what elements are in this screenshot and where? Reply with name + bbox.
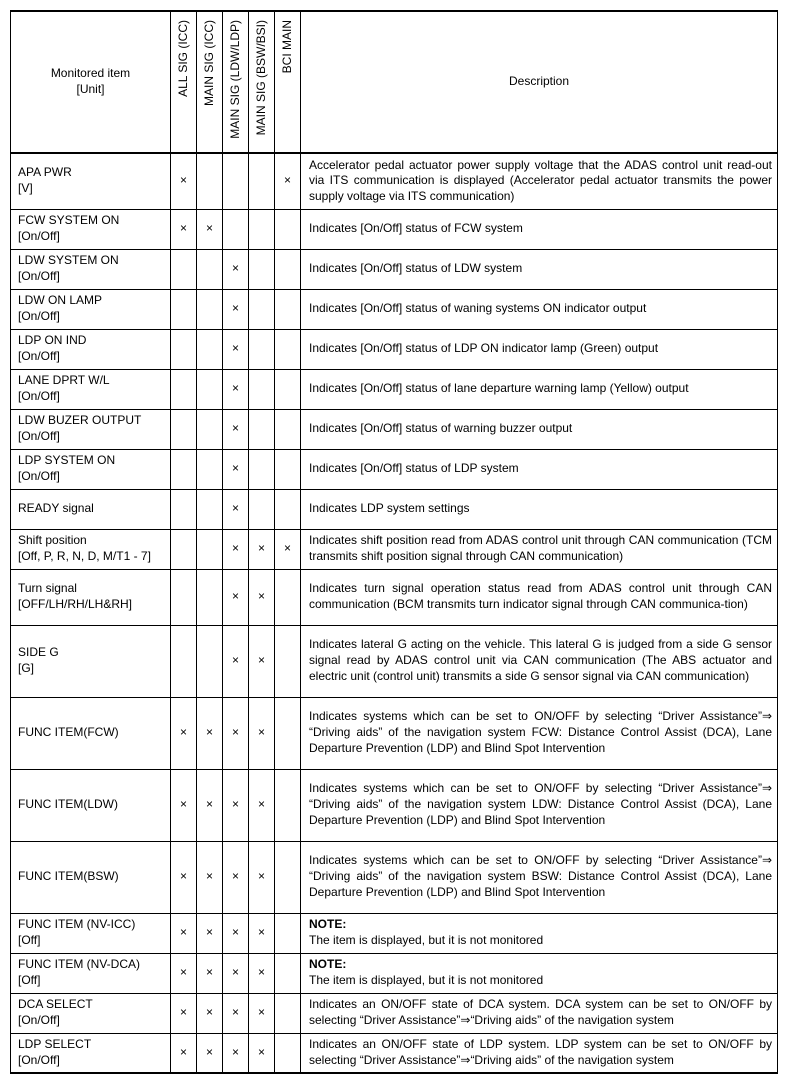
note-label: NOTE:: [309, 917, 347, 932]
signal-mark-cell: [197, 489, 223, 529]
signal-mark-cell: [249, 409, 275, 449]
table-row: [11, 209, 778, 249]
cross-mark: ×: [179, 925, 187, 940]
signal-mark-cell: [171, 913, 197, 953]
cross-mark: ×: [205, 797, 213, 812]
signal-mark-cell: [197, 913, 223, 953]
table-row: [11, 569, 778, 625]
signal-mark-cell: [171, 569, 197, 625]
cross-mark: ×: [179, 965, 187, 980]
table-row: [11, 289, 778, 329]
signal-mark-cell: [275, 953, 301, 993]
table-row: [11, 697, 778, 769]
item-unit: [On/Off]: [18, 1052, 60, 1067]
description-text: Accelerator pedal actuator power supply voltage that the ADAS control unit read-out via ITS communication is displayed (Accelerator pedal actuator transmits the power supply voltage via ITS communication): [309, 157, 772, 204]
signal-mark-cell: [249, 209, 275, 249]
cross-mark: ×: [231, 381, 239, 396]
cross-mark: ×: [283, 173, 291, 188]
item-unit: [Off, P, R, N, D, M/T1 - 7]: [18, 549, 151, 563]
signal-mark-cell: [223, 913, 249, 953]
signal-mark-cell: [223, 1033, 249, 1073]
item-name: LDW ON LAMP: [18, 293, 103, 308]
item-unit: [On/Off]: [18, 229, 60, 243]
description-cell: [301, 953, 778, 993]
description-text: Indicates lateral G acting on the vehicle. This lateral G is judged from a side G sensor signal read by ADAS control unit via CAN communication (The ABS actuator and electric unit (control unit) transmits a side G sensor signal via CAN communication): [309, 637, 772, 683]
monitored-item-cell: [11, 489, 171, 529]
cross-mark: ×: [205, 725, 213, 740]
signal-mark-cell: [223, 249, 249, 289]
signal-mark-cell: [275, 529, 301, 569]
description-cell: [301, 569, 778, 625]
description-text: Indicates an ON/OFF state of DCA system. DCA system can be set to ON/OFF by selecting “Driver Assistance”⇒“Driving aids” of the navigation system: [309, 997, 772, 1027]
description-cell: [301, 209, 778, 249]
item-unit: [On/Off]: [18, 349, 60, 363]
cross-mark: ×: [179, 173, 187, 188]
signal-header-main-sig-ldw-ldp: MAIN SIG (LDW/LDP): [223, 11, 249, 153]
description-text: Indicates turn signal operation status read from ADAS control unit through CAN communication (BCM transmits turn indicator signal through CAN communica-tion): [309, 581, 772, 611]
description-cell: [301, 625, 778, 697]
signal-mark-cell: [223, 841, 249, 913]
signal-mark-cell: [249, 1033, 275, 1073]
monitored-item-cell: [11, 841, 171, 913]
signal-mark-cell: [171, 153, 197, 209]
description-text: Indicates [On/Off] status of FCW system: [309, 221, 523, 236]
signal-mark-cell: [197, 841, 223, 913]
signal-mark-cell: [275, 569, 301, 625]
cross-mark: ×: [179, 221, 187, 236]
item-name: FUNC ITEM (NV-ICC): [18, 917, 136, 932]
item-unit: [On/Off]: [18, 1013, 60, 1027]
signal-mark-cell: [223, 153, 249, 209]
monitored-item-cell: [11, 1033, 171, 1073]
description-text: Indicates [On/Off] status of LDW system: [309, 261, 523, 276]
item-name: LDW SYSTEM ON: [18, 253, 119, 268]
table-row: [11, 249, 778, 289]
signal-mark-cell: [171, 489, 197, 529]
monitored-item-header-label: Monitored item: [50, 66, 131, 81]
cross-mark: ×: [179, 1044, 187, 1059]
signal-mark-cell: [171, 625, 197, 697]
description-text: Indicates [On/Off] status of warning buzzer output: [309, 421, 573, 436]
signal-mark-cell: [249, 625, 275, 697]
monitored-item-cell: [11, 529, 171, 569]
signal-mark-cell: [275, 409, 301, 449]
signal-header-bci-main: BCI MAIN: [275, 11, 301, 153]
description-cell: [301, 369, 778, 409]
cross-mark: ×: [257, 1005, 265, 1020]
signal-mark-cell: [197, 449, 223, 489]
table-row: [11, 153, 778, 209]
signal-mark-cell: [275, 697, 301, 769]
signal-mark-cell: [197, 329, 223, 369]
cross-mark: ×: [231, 725, 239, 740]
description-cell: [301, 329, 778, 369]
description-cell: [301, 249, 778, 289]
description-cell: [301, 841, 778, 913]
item-name: READY signal: [18, 501, 94, 516]
item-name: Turn signal: [18, 581, 77, 596]
cross-mark: ×: [231, 261, 239, 276]
cross-mark: ×: [231, 925, 239, 940]
item-name: FUNC ITEM (NV-DCA): [18, 957, 140, 972]
signal-mark-cell: [249, 953, 275, 993]
signal-mark-cell: [249, 329, 275, 369]
signal-mark-cell: [275, 913, 301, 953]
signal-mark-cell: [197, 409, 223, 449]
signal-mark-cell: [171, 529, 197, 569]
cross-mark: ×: [179, 725, 187, 740]
monitored-item-cell: [11, 697, 171, 769]
signal-mark-cell: [249, 489, 275, 529]
cross-mark: ×: [179, 1005, 187, 1020]
description-text: Indicates [On/Off] status of lane departure warning lamp (Yellow) output: [309, 381, 689, 396]
cross-mark: ×: [205, 869, 213, 884]
cross-mark: ×: [231, 797, 239, 812]
table-row: [11, 1033, 778, 1073]
cross-mark: ×: [205, 925, 213, 940]
signal-mark-cell: [223, 289, 249, 329]
description-cell: [301, 289, 778, 329]
signal-mark-cell: [223, 993, 249, 1033]
table-row: [11, 769, 778, 841]
table-row: [11, 625, 778, 697]
description-cell: [301, 409, 778, 449]
cross-mark: ×: [205, 221, 213, 236]
description-text: Indicates shift position read from ADAS control unit through CAN communication (TCM transmits shift position signal through CAN communication): [309, 533, 772, 563]
signal-mark-cell: [171, 289, 197, 329]
signal-mark-cell: [197, 249, 223, 289]
item-unit: [On/Off]: [18, 429, 60, 443]
signal-header-main-sig-icc: MAIN SIG (ICC): [197, 11, 223, 153]
note-text: The item is displayed, but it is not monitored: [309, 933, 544, 947]
signal-mark-cell: [275, 489, 301, 529]
signal-mark-cell: [171, 369, 197, 409]
monitored-item-header: [11, 11, 171, 153]
item-name: FCW SYSTEM ON: [18, 213, 120, 228]
cross-mark: ×: [231, 1044, 239, 1059]
description-text: Indicates LDP system settings: [309, 501, 470, 516]
description-text: Indicates systems which can be set to ON/OFF by selecting “Driver Assistance”⇒ “Driving aids” of the navigation system LDW: Distance Control Assist (DCA), Lane Departure Prevention (LDP) and Blind Spot Intervention: [309, 781, 772, 827]
item-unit: [Off]: [18, 973, 41, 987]
signal-mark-cell: [249, 993, 275, 1033]
table-body: [11, 153, 778, 1073]
table-row: [11, 449, 778, 489]
monitored-item-cell: [11, 953, 171, 993]
description-cell: [301, 153, 778, 209]
item-unit: [On/Off]: [18, 309, 60, 323]
item-name: FUNC ITEM(BSW): [18, 869, 119, 884]
signal-mark-cell: [197, 529, 223, 569]
signal-mark-cell: [249, 249, 275, 289]
table-row: [11, 409, 778, 449]
signal-mark-cell: [249, 449, 275, 489]
cross-mark: ×: [257, 653, 265, 668]
signal-mark-cell: [275, 369, 301, 409]
table-row: [11, 993, 778, 1033]
signal-mark-cell: [171, 769, 197, 841]
cross-mark: ×: [231, 541, 239, 556]
signal-mark-cell: [171, 409, 197, 449]
item-name: LDP SYSTEM ON: [18, 453, 116, 468]
description-text: Indicates systems which can be set to ON/OFF by selecting “Driver Assistance”⇒ “Driving aids” of the navigation system FCW: Distance Control Assist (DCA), Lane Departure Prevention (LDP) and Blind Spot Intervention: [309, 709, 772, 755]
signal-mark-cell: [249, 289, 275, 329]
table-row: [11, 953, 778, 993]
item-name: Shift position: [18, 533, 87, 548]
description-text: Indicates [On/Off] status of LDP system: [309, 461, 519, 476]
signal-mark-cell: [197, 1033, 223, 1073]
cross-mark: ×: [205, 1044, 213, 1059]
monitored-item-header-unit: [Unit]: [76, 82, 105, 96]
cross-mark: ×: [257, 797, 265, 812]
table-row: [11, 329, 778, 369]
signal-mark-cell: [223, 329, 249, 369]
monitored-item-cell: [11, 569, 171, 625]
signal-mark-cell: [171, 449, 197, 489]
item-name: LANE DPRT W/L: [18, 373, 110, 388]
signal-mark-cell: [223, 409, 249, 449]
item-name: LDP SELECT: [18, 1036, 92, 1051]
item-unit: [V]: [18, 181, 33, 196]
signal-mark-cell: [223, 449, 249, 489]
description-text: Indicates an ON/OFF state of LDP system. LDP system can be set to ON/OFF by selecting “Driver Assistance”⇒“Driving aids” of the navigation system: [309, 1036, 772, 1067]
signal-mark-cell: [275, 449, 301, 489]
signal-mark-cell: [171, 329, 197, 369]
signal-mark-cell: [275, 153, 301, 209]
cross-mark: ×: [179, 797, 187, 812]
item-unit: [On/Off]: [18, 269, 60, 283]
cross-mark: ×: [231, 869, 239, 884]
signal-mark-cell: [171, 209, 197, 249]
description-cell: [301, 769, 778, 841]
signal-mark-cell: [171, 249, 197, 289]
table-row: [11, 529, 778, 569]
description-text: Indicates systems which can be set to ON/OFF by selecting “Driver Assistance”⇒ “Driving aids” of the navigation system BSW: Distance Control Assist (DCA), Lane Departure Prevention (LDP) and Blind Spot Intervention: [309, 853, 772, 899]
signal-mark-cell: [223, 625, 249, 697]
signal-mark-cell: [275, 625, 301, 697]
signal-mark-cell: [223, 369, 249, 409]
item-name: LDW BUZER OUTPUT: [18, 413, 142, 428]
item-name: LDP ON IND: [18, 333, 87, 348]
monitored-item-cell: [11, 769, 171, 841]
signal-mark-cell: [275, 329, 301, 369]
cross-mark: ×: [257, 965, 265, 980]
signal-header-all-sig-icc: ALL SIG (ICC): [171, 11, 197, 153]
item-unit: [On/Off]: [18, 469, 60, 483]
signal-mark-cell: [197, 153, 223, 209]
signal-mark-cell: [223, 529, 249, 569]
cross-mark: ×: [179, 869, 187, 884]
signal-mark-cell: [249, 697, 275, 769]
monitored-item-cell: [11, 449, 171, 489]
monitored-item-cell: [11, 369, 171, 409]
cross-mark: ×: [231, 421, 239, 436]
signal-mark-cell: [249, 153, 275, 209]
description-text: Indicates [On/Off] status of waning systems ON indicator output: [309, 301, 647, 316]
signal-mark-cell: [275, 289, 301, 329]
cross-mark: ×: [257, 869, 265, 884]
signal-mark-cell: [197, 625, 223, 697]
monitored-item-cell: [11, 913, 171, 953]
cross-mark: ×: [205, 965, 213, 980]
signal-mark-cell: [223, 489, 249, 529]
description-cell: [301, 913, 778, 953]
cross-mark: ×: [231, 1005, 239, 1020]
table-row: [11, 841, 778, 913]
description-cell: [301, 697, 778, 769]
signal-mark-cell: [171, 841, 197, 913]
signal-mark-cell: [223, 569, 249, 625]
signal-mark-cell: [275, 769, 301, 841]
description-text: Indicates [On/Off] status of LDP ON indicator lamp (Green) output: [309, 341, 659, 356]
signal-header-main-sig-bsw-bsi: MAIN SIG (BSW/BSI): [249, 11, 275, 153]
signal-mark-cell: [197, 209, 223, 249]
cross-mark: ×: [231, 965, 239, 980]
signal-mark-cell: [223, 697, 249, 769]
cross-mark: ×: [257, 589, 265, 604]
signal-mark-cell: [249, 529, 275, 569]
table-row: [11, 913, 778, 953]
description-cell: [301, 449, 778, 489]
description-cell: [301, 993, 778, 1033]
signal-mark-cell: [171, 697, 197, 769]
signal-mark-cell: [275, 249, 301, 289]
item-name: FUNC ITEM(LDW): [18, 797, 118, 812]
monitored-item-cell: [11, 153, 171, 209]
cross-mark: ×: [257, 725, 265, 740]
cross-mark: ×: [231, 461, 239, 476]
table-header-row: [11, 11, 778, 153]
item-unit: [Off]: [18, 933, 41, 947]
document-page: [10, 10, 778, 1074]
monitored-item-cell: [11, 249, 171, 289]
signal-mark-cell: [197, 769, 223, 841]
signal-mark-cell: [275, 841, 301, 913]
signal-mark-cell: [249, 841, 275, 913]
monitored-item-cell: [11, 993, 171, 1033]
item-name: SIDE G: [18, 645, 59, 660]
signal-mark-cell: [197, 697, 223, 769]
cross-mark: ×: [231, 501, 239, 516]
cross-mark: ×: [231, 653, 239, 668]
description-cell: [301, 489, 778, 529]
cross-mark: ×: [257, 925, 265, 940]
signal-mark-cell: [171, 993, 197, 1033]
monitored-item-cell: [11, 209, 171, 249]
monitored-item-cell: [11, 625, 171, 697]
description-header: Description: [301, 11, 778, 153]
signal-mark-cell: [275, 209, 301, 249]
signal-mark-cell: [249, 569, 275, 625]
signal-mark-cell: [275, 993, 301, 1033]
cross-mark: ×: [283, 541, 291, 556]
description-cell: [301, 1033, 778, 1073]
cross-mark: ×: [231, 301, 239, 316]
item-unit: [OFF/LH/RH/LH&RH]: [18, 597, 133, 611]
item-unit: [On/Off]: [18, 389, 60, 403]
signal-mark-cell: [249, 369, 275, 409]
signal-mark-cell: [249, 769, 275, 841]
item-name: FUNC ITEM(FCW): [18, 725, 119, 740]
signal-mark-cell: [171, 1033, 197, 1073]
cross-mark: ×: [231, 589, 239, 604]
cross-mark: ×: [205, 1005, 213, 1020]
note-text: The item is displayed, but it is not monitored: [309, 973, 544, 987]
table-row: [11, 369, 778, 409]
monitored-item-cell: [11, 289, 171, 329]
cross-mark: ×: [257, 1044, 265, 1059]
signal-mark-cell: [249, 913, 275, 953]
signal-mark-cell: [223, 209, 249, 249]
signal-mark-cell: [197, 953, 223, 993]
signal-mark-cell: [197, 993, 223, 1033]
monitor-item-table: [10, 10, 778, 1074]
cross-mark: ×: [231, 341, 239, 356]
signal-mark-cell: [223, 953, 249, 993]
note-label: NOTE:: [309, 957, 347, 972]
signal-mark-cell: [171, 953, 197, 993]
item-unit: [G]: [18, 661, 35, 675]
signal-mark-cell: [197, 289, 223, 329]
signal-mark-cell: [275, 1033, 301, 1073]
cross-mark: ×: [257, 541, 265, 556]
table-row: [11, 489, 778, 529]
item-name: APA PWR: [18, 165, 72, 180]
signal-mark-cell: [223, 769, 249, 841]
monitored-item-cell: [11, 409, 171, 449]
monitored-item-cell: [11, 329, 171, 369]
signal-mark-cell: [197, 569, 223, 625]
description-cell: [301, 529, 778, 569]
signal-mark-cell: [197, 369, 223, 409]
item-name: DCA SELECT: [18, 997, 93, 1012]
